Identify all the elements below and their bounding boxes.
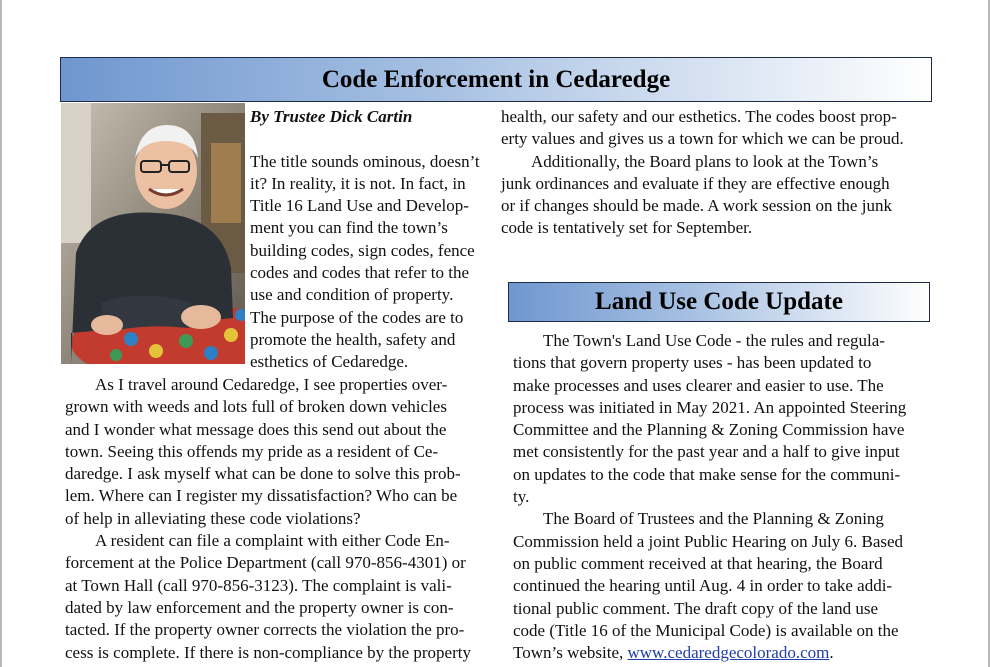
text-line: Commission held a joint Public Hearing on July 6. Based [513, 531, 904, 551]
text-line: daredge. I ask myself what can be done to solve this prob- [65, 464, 461, 484]
text-line: The purpose of the codes are to [250, 307, 464, 327]
text-line: or if changes should be made. A work session on the junk [501, 196, 892, 216]
text-line: The Town's Land Use Code - the rules and regula- [543, 331, 885, 350]
author-portrait-photo [61, 103, 245, 364]
text-line: A resident can file a complaint with either Code En- [95, 531, 450, 551]
text-line: make processes and uses clearer and easier to use. The [513, 375, 884, 395]
text-line: and I wonder what message does this send out about the [65, 419, 447, 439]
text-line: Title 16 Land Use and Develop- [250, 196, 469, 216]
text-line: codes and codes that refer to the [250, 263, 470, 283]
text-line: health, our safety and our esthetics. The codes boost prop- [501, 107, 897, 126]
text-line: continued the hearing until Aug. 4 in order to take addi- [513, 576, 893, 596]
text-line: As I travel around Cedaredge, I see properties over- [95, 375, 448, 394]
text-line: tacted. If the property owner corrects the violation the pro- [65, 620, 465, 640]
text-line: Additionally, the Board plans to look at the Town’s [531, 151, 879, 171]
text-fragment: Town’s website, [513, 643, 628, 663]
text-line: Committee and the Planning & Zoning Commission have [513, 420, 905, 440]
text-line: tions that govern property uses - has been updated to [513, 353, 872, 373]
text-line: lem. Where can I register my dissatisfaction? Who can be [65, 486, 458, 506]
left-body-text [65, 374, 471, 664]
text-line: ment you can find the town’s [250, 218, 448, 238]
text-line: The title sounds ominous, doesn’t [250, 151, 480, 171]
text-line: promote the health, safety and [250, 329, 456, 349]
spacer [250, 128, 480, 150]
text-line: code is tentatively set for September. [501, 218, 753, 238]
text-line: process was initiated in May 2021. An appointed Steering [513, 397, 907, 417]
text-line: it? In reality, it is not. In fact, in [250, 173, 466, 193]
land-use-title-banner [508, 282, 930, 322]
text-line: on updates to the code that make sense for the communi- [513, 464, 901, 484]
article-title: Code Enforcement in Cedaredge [321, 65, 671, 93]
text-line: met consistently for the past year and a half to give input [513, 442, 900, 462]
text-line: junk ordinances and evaluate if they are effective enough [501, 173, 890, 193]
text-line: use and condition of property. [250, 285, 454, 305]
text-fragment: . [829, 643, 834, 663]
text-line: cess is complete. If there is non-compliance by the property [65, 642, 471, 662]
text-line: The Board of Trustees and the Planning & Zoning [543, 509, 884, 529]
text-line: on public comment received at that hearing, the Board [513, 553, 883, 573]
text-line: town. Seeing this offends my pride as a resident of Ce- [65, 441, 439, 461]
page-edge-left [0, 0, 2, 667]
text-line: at Town Hall (call 970-856-3123). The complaint is vali- [65, 575, 452, 595]
byline: By Trustee Dick Cartin [250, 107, 413, 126]
text-line: tional public comment. The draft copy of the land use [513, 598, 879, 618]
text-line: dated by law enforcement and the property owner is con- [65, 597, 454, 617]
text-line: building codes, sign codes, fence [250, 240, 475, 260]
text-line: of help in alleviating these code violations? [65, 508, 361, 528]
land-use-title: Land Use Code Update [595, 288, 843, 315]
text-line: grown with weeds and lots full of broken down vehicles [65, 397, 447, 417]
text-line: esthetics of Cedaredge. [250, 352, 409, 372]
town-website-link[interactable]: www.cedaredgecolorado.com [627, 643, 830, 663]
text-line: ty. [513, 487, 530, 507]
text-line: erty values and gives us a town for which we can be proud. [501, 129, 904, 149]
land-use-text [513, 330, 906, 664]
left-wrap-text [250, 106, 480, 374]
text-line: forcement at the Police Department (call 970-856-4301) or [65, 553, 466, 573]
portrait-photo-icon [61, 103, 245, 364]
text-line-with-link [513, 642, 906, 664]
right-continuation-text [501, 106, 904, 240]
article-title-banner [60, 57, 932, 102]
text-line: code (Title 16 of the Municipal Code) is available on the [513, 620, 899, 640]
